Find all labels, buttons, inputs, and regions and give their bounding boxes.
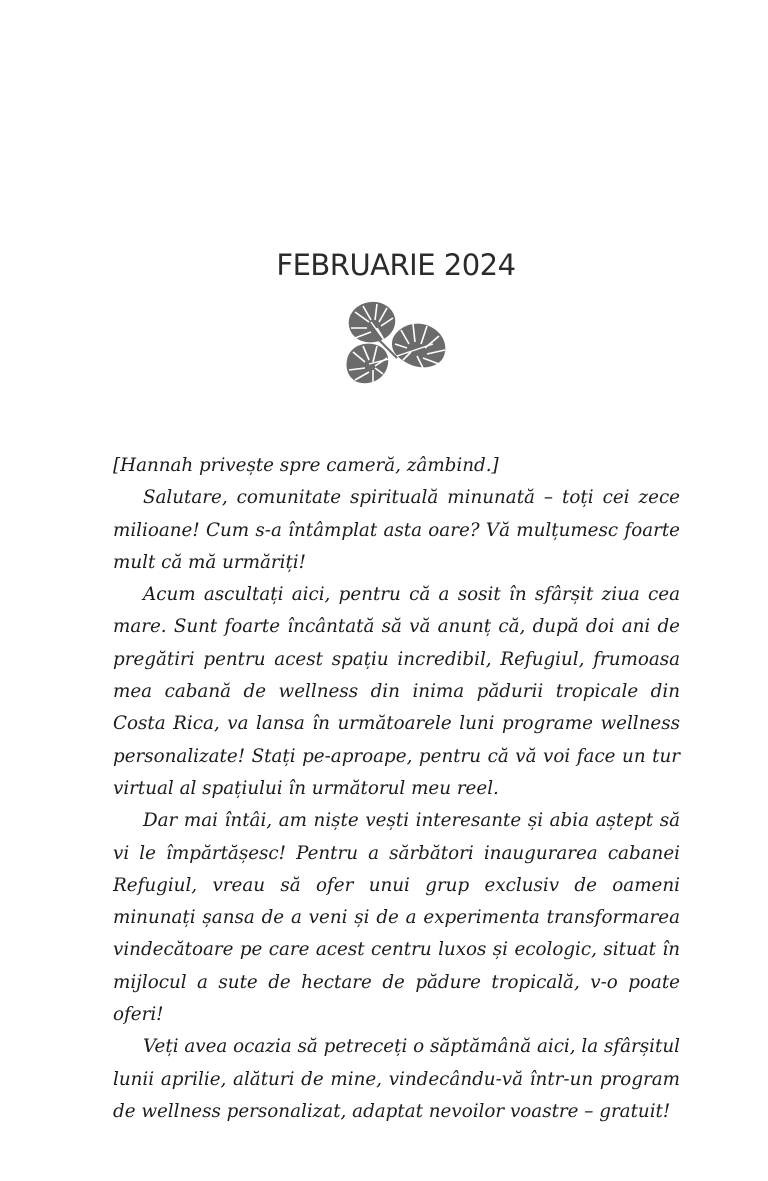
leaf-lower-left: [346, 344, 393, 384]
leaf-upper-left: [349, 302, 396, 344]
chapter-title: FEBRUARIE 2024: [276, 248, 516, 282]
body-text: [113, 450, 680, 1128]
stage-direction: [Hannah privește spre cameră, zâmbind.]: [113, 455, 499, 476]
paragraph: Dar mai întâi, am niște vești interesante și abia aștept să vi le împărtășesc! Pentru a sărbători inaugurarea cabanei Refugiul, vreau să ofer unui grup exclusiv de oameni minunați șansa de a veni și de a experimenta transformarea vindecătoare pe care acest centru luxos și ecologic, situat în mijlocul a sute de hectare de pădure tropicală, v-o poate oferi!: [113, 810, 680, 1026]
monstera-leaves-icon: [343, 300, 449, 386]
leaf-right: [392, 324, 445, 368]
paragraph: Acum ascultați aici, pentru că a sosit în sfârșit ziua cea mare. Sunt foarte încântată să vă anunț că, după doi ani de pregătiri pentru acest spațiu incredibil, Refugiul, frumoasa mea cabană de wellness din inima pădurii tropicale din Costa Rica, va lansa în următoarele luni programe wellness personalizate! Stați pe-aproape, pentru că vă voi face un tur virtual al spațiului în următorul meu reel.: [113, 584, 680, 799]
paragraph: Veți avea ocazia să petreceți o săptămână aici, la sfârșitul lunii aprilie, alături de mine, vindecându-vă într-un program de wellness personalizat, adaptat nevoilor voastre – gratuit!: [113, 1036, 680, 1122]
paragraph: Salutare, comunitate spirituală minunată – toți cei zece milioane! Cum s-a întâmplat asta oare? Vă mulțumesc foarte mult că mă urmăriți!: [113, 487, 680, 573]
